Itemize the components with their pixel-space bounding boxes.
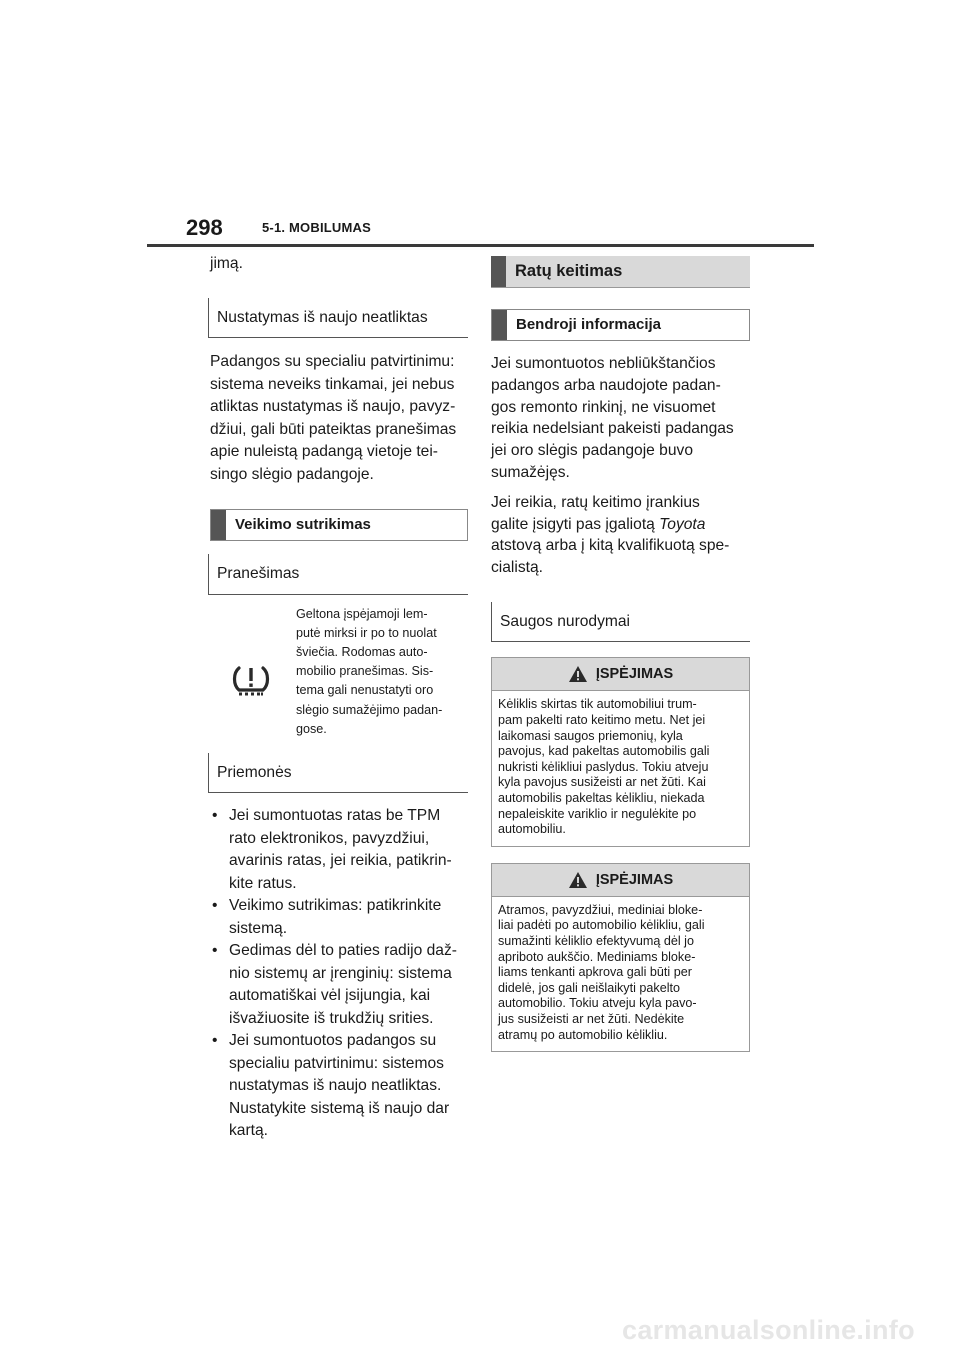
warning-title: ĮSPĖJIMAS <box>595 666 674 683</box>
text-line: nepaleiskite variklio ir negulėkite po <box>498 806 697 821</box>
text-line: liai padėti po automobilio kėlikliu, gali <box>498 918 705 933</box>
text-line: atstovą arba į kitą kvalifikuotą spe- <box>491 537 730 555</box>
heading-malfunction <box>210 509 468 541</box>
text-line: gos remonto rinkinį, ne visuomet <box>491 398 716 416</box>
text-line: apie nuleistą padangą vietoje tei- <box>210 443 439 460</box>
heading-bar <box>492 310 507 340</box>
header-rule <box>147 244 814 247</box>
text-line: Padangos su specialiu patvirtinimu: <box>210 353 455 370</box>
heading-general-info <box>491 309 750 341</box>
warning-box-supports <box>491 863 750 1052</box>
text-line: pavojus, kad pakeltas automobilis gali <box>498 744 710 759</box>
subhead-safety: Saugos nurodymai <box>491 602 750 643</box>
text-line: nustatymas iš naujo neatliktas. <box>229 1077 442 1094</box>
text-line: Jei sumontuotos nebliūkštančios <box>491 355 716 372</box>
text-line: kartą. <box>229 1122 268 1139</box>
text-line: • Jei sumontuotas ratas be TPM <box>229 807 441 824</box>
text-line: rato elektronikos, pavyzdžiui, <box>229 829 430 847</box>
text-line: laikomasi saugos priemonių, kyla <box>498 728 683 743</box>
warning-text <box>492 897 749 1051</box>
heading-bar <box>211 510 226 540</box>
text-line: sistema neveiks tinkamai, jei nebus <box>210 375 455 393</box>
list-item <box>210 940 468 1030</box>
text-line: automobiliu. <box>498 822 566 837</box>
list-item <box>210 805 468 895</box>
text-line: liams tenkanti apkrova gali būti per <box>498 965 692 980</box>
text-line: atliktas nustatymas iš naujo, pavyz- <box>210 398 456 415</box>
text-line: sumažinti kėliklio efektyvumą dėl jo <box>498 934 694 948</box>
text-line: šviečia. Rodomas auto- <box>296 644 428 659</box>
text-line: tema gali nenustatyti oro <box>296 683 434 698</box>
text-line: avarinis ratas, jei reikia, patikrin- <box>229 852 452 869</box>
text-line: kyla pavojus susižeisti ar net žūti. Kai <box>498 775 706 790</box>
text-line: reikia nedelsiant pakeisti padangas <box>491 420 734 438</box>
warning-triangle-icon <box>568 665 588 683</box>
text-line: automobilio. Tokiu atveju kyla pavo- <box>498 996 697 1011</box>
text-line: Geltona įspėjamoji lem- <box>296 606 428 621</box>
text-line: kite ratus. <box>229 874 297 892</box>
text-line: Atramos, pavyzdžiui, mediniai bloke- <box>498 902 703 917</box>
heading-general-info-text: Bendroji informacija <box>516 315 662 333</box>
text-line: jus susižeisti ar net žūti. Nedėkite <box>498 1011 685 1026</box>
text-line: automatiškai vėl įsijungia, kai <box>229 987 431 1004</box>
text-line: Nustatykite sistemą iš naujo dar <box>229 1099 450 1117</box>
text-line: išvažiuosite iš trukdžių srities. <box>229 1009 434 1027</box>
text-line: jei oro slėgis padangoje buvo <box>491 442 693 460</box>
tools-paragraph <box>491 492 750 579</box>
text-line: nukristi kėlikliui paslydus. Tokiu atveju <box>498 759 709 774</box>
text-line: slėgio sumažėjimo padan- <box>296 702 443 717</box>
tire-pressure-warning-icon <box>230 660 272 702</box>
text-line: sumažėjęs. <box>491 463 570 481</box>
text-line: džiui, gali būti pateiktas pranešimas <box>210 420 457 438</box>
text-line: specialiu patvirtinimu: sistemos <box>229 1054 444 1072</box>
warning-light-description <box>296 605 468 739</box>
text-line: Kėliklis skirtas tik automobiliui trum- <box>498 697 697 712</box>
section-title: 5-1. MOBILUMAS <box>262 220 371 235</box>
text-line: mobilio pranešimas. Sis- <box>296 664 434 679</box>
warning-header <box>492 864 749 897</box>
text-line: • Gedimas dėl to paties radijo daž- <box>229 942 457 959</box>
heading-wheel-change <box>491 256 750 288</box>
text-line <box>491 514 750 536</box>
warning-triangle-icon <box>568 871 588 889</box>
subhead-measures: Priemonės <box>208 753 468 794</box>
text-line: cialistą. <box>491 559 543 577</box>
reset-paragraph <box>210 351 468 486</box>
text-line: automobilis pakeltas kėlikliu, niekada <box>498 791 705 806</box>
heading-bar <box>491 256 506 287</box>
text-line: sistemą. <box>229 919 288 937</box>
text-line: padangos arba naudojote padan- <box>491 376 721 394</box>
text-line: • Jei sumontuotos padangos su <box>229 1032 437 1049</box>
page-number: 298 <box>186 215 223 240</box>
warning-text <box>492 691 749 845</box>
warning-title: ĮSPĖJIMAS <box>595 871 674 888</box>
warning-box-jack <box>491 657 750 846</box>
text-line: atramų po automobilio kėlikliu. <box>498 1027 668 1042</box>
general-paragraph <box>491 353 750 484</box>
subhead-reset: Nustatymas iš naujo neatliktas <box>208 298 468 339</box>
text-line: pam pakelti rato keitimo metu. Net jei <box>498 713 706 728</box>
text-fragment: galite įsigyti pas įgaliotą <box>491 515 660 533</box>
intro-fragment: jimą. <box>210 255 243 272</box>
right-column <box>491 256 750 1052</box>
warning-light-block <box>210 605 468 753</box>
text-line: • Veikimo sutrikimas: patikrinkite <box>229 897 442 914</box>
text-line: Jei reikia, ratų keitimo įrankius <box>491 493 700 511</box>
brand-name: Toyota <box>659 515 706 533</box>
subhead-message: Pranešimas <box>208 554 468 595</box>
left-column <box>210 253 468 1143</box>
text-line: singo slėgio padangoje. <box>210 465 374 483</box>
text-line: gose. <box>296 721 327 736</box>
text-line: didelė, jos gali neišlaikyti pakelto <box>498 980 681 995</box>
text-line: nio sistemų ar įrenginių: sistema <box>229 964 452 982</box>
warning-header <box>492 658 749 691</box>
text-line: putė mirksi ir po to nuolat <box>296 625 437 640</box>
heading-malfunction-text: Veikimo sutrikimas <box>235 515 371 533</box>
heading-wheel-change-text: Ratų keitimas <box>515 262 623 281</box>
text-line: apriboto aukščio. Mediniams bloke- <box>498 949 696 964</box>
measures-list <box>210 805 468 1143</box>
list-item <box>210 895 468 940</box>
watermark: carmanualsonline.info <box>622 1315 915 1345</box>
list-item <box>210 1030 468 1143</box>
